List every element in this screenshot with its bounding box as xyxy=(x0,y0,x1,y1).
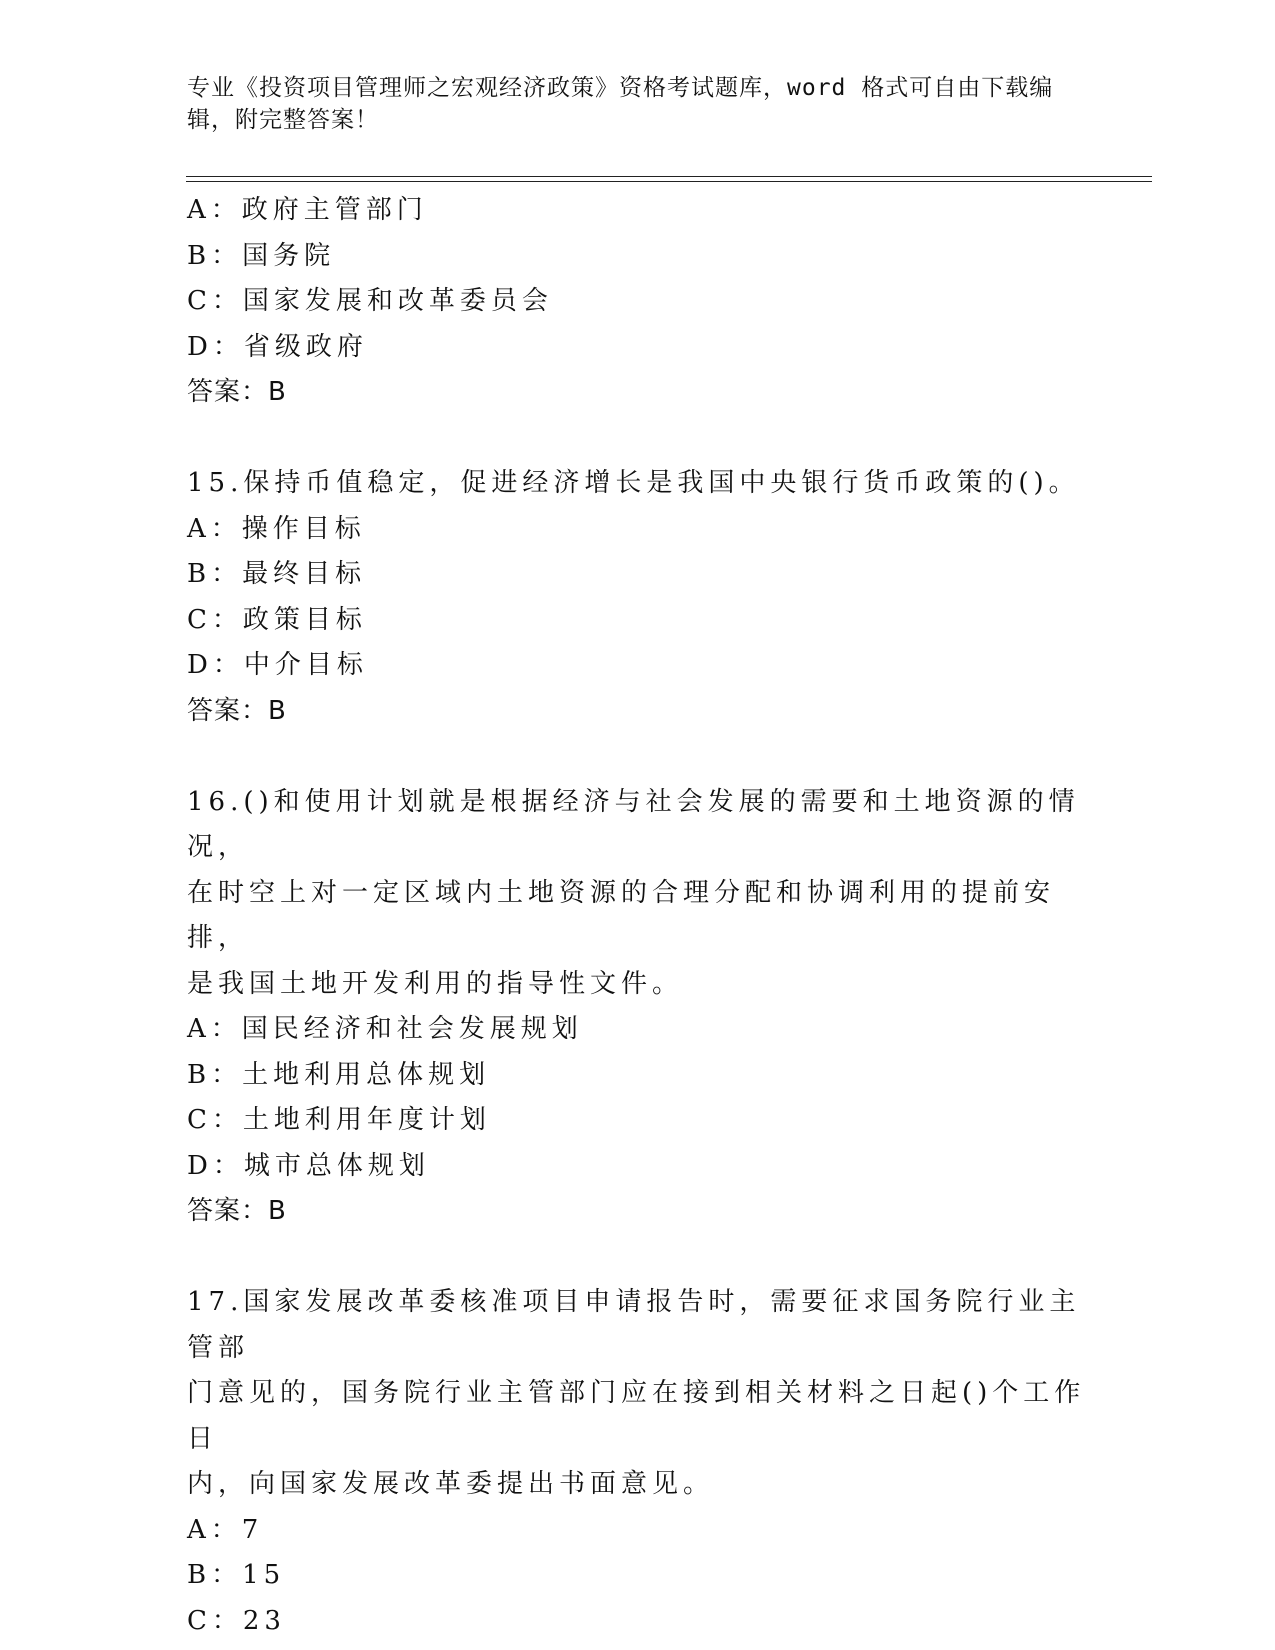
option-c: C：23 xyxy=(187,1605,286,1636)
question-14-tail xyxy=(187,188,1087,416)
option-a: A：7 xyxy=(187,1514,264,1545)
answer: 答案：B xyxy=(187,377,287,407)
question-list xyxy=(187,188,1087,1644)
header-divider-top xyxy=(186,176,1152,177)
stem-line: 17.国家发展改革委核准项目申请报告时，需要征求国务院行业主管部 xyxy=(187,1287,1081,1363)
option-a: A：国民经济和社会发展规划 xyxy=(187,1014,583,1044)
question-stem xyxy=(187,461,1087,507)
document-header xyxy=(187,72,1067,136)
spacer xyxy=(187,416,1087,462)
spacer xyxy=(187,734,1087,780)
option-d: D：城市总体规划 xyxy=(187,1150,430,1181)
stem-line: 门意见的，国务院行业主管部门应在接到相关材料之日起()个工作日 xyxy=(187,1378,1086,1454)
stem-line: 在时空上对一定区域内土地资源的合理分配和协调利用的提前安排， xyxy=(187,877,1056,953)
option-c: C：国家发展和改革委员会 xyxy=(187,286,553,316)
header-line-1: 专业《投资项目管理师之宏观经济政策》资格考试题库，word 格式可自由下载编 xyxy=(187,75,1054,101)
stem-line: 15.保持币值稳定，促进经济增长是我国中央银行货币政策的()。 xyxy=(187,468,1080,498)
answer: 答案：B xyxy=(187,1196,287,1226)
answer: 答案：B xyxy=(187,695,287,726)
stem-line: 是我国土地开发利用的指导性文件。 xyxy=(187,968,684,999)
header-line-2: 辑，附完整答案！ xyxy=(187,107,379,133)
option-b: B：最终目标 xyxy=(187,559,367,589)
option-b: B：15 xyxy=(187,1560,286,1590)
spacer xyxy=(187,1235,1087,1281)
header-divider-bottom xyxy=(186,181,1152,182)
option-c: C：土地利用年度计划 xyxy=(187,1105,491,1135)
question-17 xyxy=(187,1280,1087,1644)
option-d: D：省级政府 xyxy=(187,331,368,362)
option-c: C：政策目标 xyxy=(187,604,367,635)
question-15 xyxy=(187,461,1087,734)
option-b: B：土地利用总体规划 xyxy=(187,1059,491,1090)
option-d: D：中介目标 xyxy=(187,650,368,680)
option-a: A：政府主管部门 xyxy=(187,195,428,225)
question-stem xyxy=(187,1280,1087,1508)
option-b: B：国务院 xyxy=(187,240,336,271)
question-stem xyxy=(187,780,1087,1008)
stem-line: 16.()和使用计划就是根据经济与社会发展的需要和土地资源的情况， xyxy=(187,786,1080,862)
option-a: A：操作目标 xyxy=(187,513,366,544)
question-16 xyxy=(187,780,1087,1235)
stem-line: 内，向国家发展改革委提出书面意见。 xyxy=(187,1469,715,1499)
